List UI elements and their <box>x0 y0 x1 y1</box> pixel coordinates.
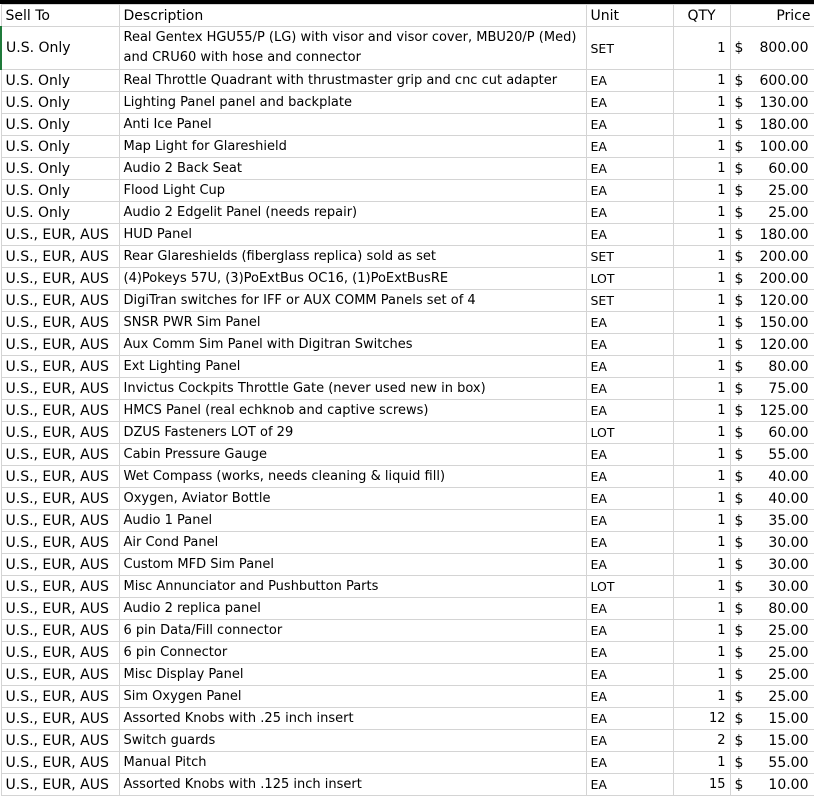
cell-sell-to[interactable]: U.S., EUR, AUS <box>1 444 119 466</box>
cell-sell-to[interactable]: U.S., EUR, AUS <box>1 686 119 708</box>
cell-unit[interactable]: EA <box>586 664 673 686</box>
cell-price[interactable] <box>730 510 814 532</box>
cell-description[interactable]: Misc Display Panel <box>119 664 586 686</box>
table-row <box>1 752 814 774</box>
currency-symbol: $ <box>734 72 744 89</box>
cell-sell-to[interactable]: U.S., EUR, AUS <box>1 422 119 444</box>
cell-sell-to[interactable]: U.S., EUR, AUS <box>1 554 119 576</box>
price-amount: 25.00 <box>768 182 809 199</box>
cell-price[interactable] <box>730 620 814 642</box>
cell-sell-to[interactable]: U.S., EUR, AUS <box>1 334 119 356</box>
cell-sell-to[interactable]: U.S., EUR, AUS <box>1 730 119 752</box>
table-row <box>1 510 814 532</box>
cell-sell-to[interactable]: U.S., EUR, AUS <box>1 400 119 422</box>
currency-symbol: $ <box>734 94 744 111</box>
table-row <box>1 180 814 202</box>
cell-sell-to[interactable]: U.S., EUR, AUS <box>1 312 119 334</box>
cell-price[interactable] <box>730 400 814 422</box>
table-row <box>1 422 814 444</box>
cell-sell-to[interactable]: U.S., EUR, AUS <box>1 752 119 774</box>
table-row <box>1 774 814 796</box>
cell-qty[interactable]: 1 <box>673 686 730 708</box>
cell-qty[interactable]: 1 <box>673 620 730 642</box>
currency-symbol: $ <box>734 666 744 683</box>
cell-description[interactable]: Real Gentex HGU55/P (LG) with visor and visor cover, MBU20/P (Med) and CRU60 with hose and connector <box>119 27 586 70</box>
cell-price[interactable] <box>730 290 814 312</box>
currency-symbol: $ <box>734 754 744 771</box>
table-row <box>1 598 814 620</box>
price-amount: 40.00 <box>768 490 809 507</box>
header-row <box>1 5 814 27</box>
currency-symbol: $ <box>734 204 744 221</box>
cell-unit[interactable]: EA <box>586 400 673 422</box>
cell-sell-to[interactable]: U.S., EUR, AUS <box>1 268 119 290</box>
cell-description[interactable]: DZUS Fasteners LOT of 29 <box>119 422 586 444</box>
price-amount: 55.00 <box>768 446 809 463</box>
price-amount: 15.00 <box>768 710 809 727</box>
table-row <box>1 136 814 158</box>
table-row <box>1 444 814 466</box>
cell-price[interactable] <box>730 27 814 70</box>
price-amount: 150.00 <box>759 314 809 331</box>
cell-qty[interactable]: 1 <box>673 268 730 290</box>
currency-symbol: $ <box>734 732 744 749</box>
cell-price[interactable] <box>730 554 814 576</box>
cell-unit[interactable]: EA <box>586 466 673 488</box>
table-row <box>1 312 814 334</box>
cell-qty[interactable]: 1 <box>673 378 730 400</box>
table-row <box>1 554 814 576</box>
price-amount: 30.00 <box>768 556 809 573</box>
cell-sell-to[interactable]: U.S., EUR, AUS <box>1 642 119 664</box>
cell-description[interactable]: Switch guards <box>119 730 586 752</box>
cell-price[interactable] <box>730 202 814 224</box>
cell-description[interactable]: Manual Pitch <box>119 752 586 774</box>
currency-symbol: $ <box>734 270 744 287</box>
cell-qty[interactable]: 1 <box>673 576 730 598</box>
currency-symbol: $ <box>734 248 744 265</box>
table-row <box>1 730 814 752</box>
cell-sell-to[interactable]: U.S., EUR, AUS <box>1 224 119 246</box>
cell-description[interactable]: 6 pin Connector <box>119 642 586 664</box>
cell-description[interactable]: Custom MFD Sim Panel <box>119 554 586 576</box>
cell-price[interactable] <box>730 642 814 664</box>
cell-sell-to[interactable]: U.S. Only <box>1 92 119 114</box>
cell-sell-to[interactable]: U.S., EUR, AUS <box>1 576 119 598</box>
table-row <box>1 92 814 114</box>
table-row <box>1 158 814 180</box>
cell-sell-to[interactable]: U.S., EUR, AUS <box>1 620 119 642</box>
price-amount: 25.00 <box>768 204 809 221</box>
cell-description[interactable]: Air Cond Panel <box>119 532 586 554</box>
cell-price[interactable] <box>730 422 814 444</box>
price-amount: 25.00 <box>768 688 809 705</box>
cell-sell-to[interactable]: U.S., EUR, AUS <box>1 598 119 620</box>
price-amount: 180.00 <box>759 116 809 133</box>
price-amount: 75.00 <box>768 380 809 397</box>
cell-qty[interactable]: 1 <box>673 664 730 686</box>
price-amount: 125.00 <box>759 402 809 419</box>
cell-qty[interactable]: 1 <box>673 554 730 576</box>
table-body <box>1 27 814 796</box>
currency-symbol: $ <box>734 226 744 243</box>
table-row <box>1 532 814 554</box>
cell-qty[interactable]: 1 <box>673 334 730 356</box>
cell-qty[interactable]: 1 <box>673 27 730 70</box>
cell-unit[interactable]: EA <box>586 488 673 510</box>
cell-unit[interactable]: EA <box>586 774 673 796</box>
cell-unit[interactable]: LOT <box>586 576 673 598</box>
currency-symbol: $ <box>734 534 744 551</box>
price-amount: 200.00 <box>759 248 809 265</box>
cell-unit[interactable]: EA <box>586 598 673 620</box>
cell-description[interactable]: Audio 2 Back Seat <box>119 158 586 180</box>
cell-sell-to[interactable]: U.S., EUR, AUS <box>1 664 119 686</box>
cell-price[interactable] <box>730 334 814 356</box>
cell-qty[interactable]: 1 <box>673 136 730 158</box>
cell-unit[interactable]: EA <box>586 356 673 378</box>
currency-symbol: $ <box>734 402 744 419</box>
cell-description[interactable]: (4)Pokeys 57U, (3)PoExtBus OC16, (1)PoExtBusRE <box>119 268 586 290</box>
cell-description[interactable]: Ext Lighting Panel <box>119 356 586 378</box>
cell-price[interactable] <box>730 114 814 136</box>
cell-sell-to[interactable]: U.S., EUR, AUS <box>1 466 119 488</box>
table-row <box>1 202 814 224</box>
cell-price[interactable] <box>730 488 814 510</box>
currency-symbol: $ <box>734 358 744 375</box>
cell-description[interactable]: Rear Glareshields (fiberglass replica) sold as set <box>119 246 586 268</box>
cell-description[interactable]: Aux Comm Sim Panel with Digitran Switches <box>119 334 586 356</box>
cell-description[interactable]: Audio 2 Edgelit Panel (needs repair) <box>119 202 586 224</box>
cell-price[interactable] <box>730 532 814 554</box>
price-amount: 130.00 <box>759 94 809 111</box>
cell-qty[interactable]: 1 <box>673 356 730 378</box>
header-description[interactable]: Description <box>119 5 586 27</box>
cell-unit[interactable]: SET <box>586 246 673 268</box>
price-amount: 120.00 <box>759 336 809 353</box>
cell-unit[interactable]: EA <box>586 510 673 532</box>
cell-qty[interactable]: 1 <box>673 466 730 488</box>
inventory-table <box>0 4 814 796</box>
currency-symbol: $ <box>734 578 744 595</box>
cell-unit[interactable]: SET <box>586 27 673 70</box>
cell-sell-to[interactable]: U.S. Only <box>1 202 119 224</box>
currency-symbol: $ <box>734 446 744 463</box>
cell-qty[interactable]: 1 <box>673 400 730 422</box>
cell-qty[interactable]: 1 <box>673 92 730 114</box>
cell-qty[interactable]: 1 <box>673 444 730 466</box>
cell-qty[interactable]: 1 <box>673 70 730 92</box>
currency-symbol: $ <box>734 468 744 485</box>
cell-description[interactable]: 6 pin Data/Fill connector <box>119 620 586 642</box>
cell-unit[interactable]: EA <box>586 620 673 642</box>
cell-price[interactable] <box>730 92 814 114</box>
cell-description[interactable]: HUD Panel <box>119 224 586 246</box>
cell-price[interactable] <box>730 268 814 290</box>
cell-unit[interactable]: EA <box>586 180 673 202</box>
cell-price[interactable] <box>730 158 814 180</box>
price-amount: 25.00 <box>768 622 809 639</box>
price-amount: 600.00 <box>759 72 809 89</box>
cell-unit[interactable]: SET <box>586 290 673 312</box>
price-amount: 40.00 <box>768 468 809 485</box>
table-row <box>1 708 814 730</box>
cell-unit[interactable]: EA <box>586 752 673 774</box>
cell-price[interactable] <box>730 576 814 598</box>
cell-qty[interactable]: 1 <box>673 532 730 554</box>
cell-qty[interactable]: 1 <box>673 642 730 664</box>
table-row <box>1 114 814 136</box>
cell-price[interactable] <box>730 356 814 378</box>
cell-price[interactable] <box>730 598 814 620</box>
price-amount: 800.00 <box>759 40 809 56</box>
currency-symbol: $ <box>734 40 744 56</box>
cell-unit[interactable]: EA <box>586 136 673 158</box>
table-row <box>1 686 814 708</box>
cell-unit[interactable]: EA <box>586 532 673 554</box>
header-unit[interactable]: Unit <box>586 5 673 27</box>
cell-unit[interactable]: EA <box>586 686 673 708</box>
cell-sell-to[interactable]: U.S., EUR, AUS <box>1 532 119 554</box>
currency-symbol: $ <box>734 710 744 727</box>
cell-description[interactable]: Assorted Knobs with .125 inch insert <box>119 774 586 796</box>
table-row <box>1 620 814 642</box>
price-amount: 55.00 <box>768 754 809 771</box>
currency-symbol: $ <box>734 424 744 441</box>
table-row <box>1 400 814 422</box>
price-amount: 120.00 <box>759 292 809 309</box>
price-amount: 200.00 <box>759 270 809 287</box>
currency-symbol: $ <box>734 622 744 639</box>
price-amount: 180.00 <box>759 226 809 243</box>
cell-qty[interactable]: 12 <box>673 708 730 730</box>
cell-description[interactable]: Audio 1 Panel <box>119 510 586 532</box>
price-amount: 25.00 <box>768 666 809 683</box>
cell-sell-to[interactable]: U.S. Only <box>1 180 119 202</box>
cell-description[interactable]: SNSR PWR Sim Panel <box>119 312 586 334</box>
cell-qty[interactable]: 1 <box>673 422 730 444</box>
price-amount: 30.00 <box>768 534 809 551</box>
price-amount: 100.00 <box>759 138 809 155</box>
currency-symbol: $ <box>734 380 744 397</box>
cell-price[interactable] <box>730 466 814 488</box>
currency-symbol: $ <box>734 776 744 793</box>
table-row <box>1 642 814 664</box>
currency-symbol: $ <box>734 600 744 617</box>
cell-description[interactable]: Misc Annunciator and Pushbutton Parts <box>119 576 586 598</box>
cell-description[interactable]: Wet Compass (works, needs cleaning & liquid fill) <box>119 466 586 488</box>
cell-price[interactable] <box>730 730 814 752</box>
cell-qty[interactable]: 1 <box>673 114 730 136</box>
cell-price[interactable] <box>730 246 814 268</box>
currency-symbol: $ <box>734 336 744 353</box>
table-row <box>1 290 814 312</box>
currency-symbol: $ <box>734 292 744 309</box>
cell-unit[interactable]: EA <box>586 444 673 466</box>
cell-sell-to[interactable]: U.S., EUR, AUS <box>1 708 119 730</box>
table-row <box>1 224 814 246</box>
currency-symbol: $ <box>734 644 744 661</box>
cell-description[interactable]: Cabin Pressure Gauge <box>119 444 586 466</box>
cell-sell-to[interactable]: U.S., EUR, AUS <box>1 378 119 400</box>
header-price[interactable]: Price <box>730 5 814 27</box>
cell-sell-to[interactable]: U.S., EUR, AUS <box>1 774 119 796</box>
cell-unit[interactable]: EA <box>586 70 673 92</box>
price-amount: 25.00 <box>768 644 809 661</box>
cell-description[interactable]: Assorted Knobs with .25 inch insert <box>119 708 586 730</box>
price-amount: 35.00 <box>768 512 809 529</box>
cell-price[interactable] <box>730 752 814 774</box>
cell-price[interactable] <box>730 180 814 202</box>
cell-unit[interactable]: EA <box>586 378 673 400</box>
cell-unit[interactable]: EA <box>586 158 673 180</box>
cell-qty[interactable]: 1 <box>673 598 730 620</box>
table-row <box>1 334 814 356</box>
table-row <box>1 488 814 510</box>
cell-price[interactable] <box>730 70 814 92</box>
cell-sell-to[interactable]: U.S., EUR, AUS <box>1 510 119 532</box>
cell-price[interactable] <box>730 312 814 334</box>
cell-qty[interactable]: 2 <box>673 730 730 752</box>
cell-price[interactable] <box>730 686 814 708</box>
table-row <box>1 27 814 70</box>
cell-sell-to[interactable]: U.S. Only <box>1 158 119 180</box>
cell-unit[interactable]: LOT <box>586 422 673 444</box>
cell-description[interactable]: Audio 2 replica panel <box>119 598 586 620</box>
cell-description[interactable]: HMCS Panel (real echknob and captive screws) <box>119 400 586 422</box>
cell-sell-to[interactable]: U.S. Only <box>1 114 119 136</box>
cell-unit[interactable]: EA <box>586 642 673 664</box>
cell-sell-to[interactable]: U.S. Only <box>1 27 119 70</box>
cell-unit[interactable]: EA <box>586 202 673 224</box>
cell-qty[interactable]: 1 <box>673 510 730 532</box>
cell-description[interactable]: Anti Ice Panel <box>119 114 586 136</box>
cell-description[interactable]: Real Throttle Quadrant with thrustmaster grip and cnc cut adapter <box>119 70 586 92</box>
cell-unit[interactable]: EA <box>586 730 673 752</box>
cell-price[interactable] <box>730 774 814 796</box>
table-row <box>1 70 814 92</box>
price-amount: 80.00 <box>768 358 809 375</box>
cell-price[interactable] <box>730 708 814 730</box>
table-row <box>1 268 814 290</box>
cell-description[interactable]: Invictus Cockpits Throttle Gate (never used new in box) <box>119 378 586 400</box>
currency-symbol: $ <box>734 116 744 133</box>
table-row <box>1 664 814 686</box>
cell-unit[interactable]: LOT <box>586 268 673 290</box>
currency-symbol: $ <box>734 182 744 199</box>
cell-sell-to[interactable]: U.S., EUR, AUS <box>1 488 119 510</box>
cell-sell-to[interactable]: U.S. Only <box>1 136 119 158</box>
currency-symbol: $ <box>734 512 744 529</box>
cell-unit[interactable]: EA <box>586 114 673 136</box>
currency-symbol: $ <box>734 490 744 507</box>
cell-qty[interactable]: 1 <box>673 158 730 180</box>
cell-qty[interactable]: 1 <box>673 488 730 510</box>
table-row <box>1 356 814 378</box>
cell-sell-to[interactable]: U.S., EUR, AUS <box>1 290 119 312</box>
currency-symbol: $ <box>734 138 744 155</box>
cell-description[interactable]: Oxygen, Aviator Bottle <box>119 488 586 510</box>
cell-description[interactable]: Flood Light Cup <box>119 180 586 202</box>
price-amount: 80.00 <box>768 600 809 617</box>
cell-price[interactable] <box>730 664 814 686</box>
price-amount: 60.00 <box>768 424 809 441</box>
table-row <box>1 576 814 598</box>
cell-unit[interactable]: EA <box>586 224 673 246</box>
cell-sell-to[interactable]: U.S., EUR, AUS <box>1 356 119 378</box>
cell-unit[interactable]: EA <box>586 708 673 730</box>
cell-qty[interactable]: 15 <box>673 774 730 796</box>
cell-qty[interactable]: 1 <box>673 180 730 202</box>
cell-unit[interactable]: EA <box>586 92 673 114</box>
cell-qty[interactable]: 1 <box>673 752 730 774</box>
cell-price[interactable] <box>730 378 814 400</box>
cell-qty[interactable]: 1 <box>673 202 730 224</box>
header-sell-to[interactable]: Sell To <box>1 5 119 27</box>
cell-description[interactable]: Map Light for Glareshield <box>119 136 586 158</box>
price-amount: 30.00 <box>768 578 809 595</box>
currency-symbol: $ <box>734 314 744 331</box>
cell-qty[interactable]: 1 <box>673 290 730 312</box>
cell-unit[interactable]: EA <box>586 554 673 576</box>
cell-qty[interactable]: 1 <box>673 312 730 334</box>
cell-description[interactable]: DigiTran switches for IFF or AUX COMM Panels set of 4 <box>119 290 586 312</box>
currency-symbol: $ <box>734 556 744 573</box>
cell-qty[interactable]: 1 <box>673 224 730 246</box>
price-amount: 60.00 <box>768 160 809 177</box>
cell-description[interactable]: Lighting Panel panel and backplate <box>119 92 586 114</box>
cell-unit[interactable]: EA <box>586 312 673 334</box>
price-amount: 10.00 <box>768 776 809 793</box>
cell-sell-to[interactable]: U.S., EUR, AUS <box>1 246 119 268</box>
cell-description[interactable]: Sim Oxygen Panel <box>119 686 586 708</box>
currency-symbol: $ <box>734 160 744 177</box>
table-row <box>1 466 814 488</box>
cell-price[interactable] <box>730 136 814 158</box>
cell-unit[interactable]: EA <box>586 334 673 356</box>
cell-price[interactable] <box>730 224 814 246</box>
header-qty[interactable]: QTY <box>673 5 730 27</box>
table-row <box>1 378 814 400</box>
currency-symbol: $ <box>734 688 744 705</box>
cell-qty[interactable]: 1 <box>673 246 730 268</box>
cell-sell-to[interactable]: U.S. Only <box>1 70 119 92</box>
table-row <box>1 246 814 268</box>
cell-price[interactable] <box>730 444 814 466</box>
price-amount: 15.00 <box>768 732 809 749</box>
